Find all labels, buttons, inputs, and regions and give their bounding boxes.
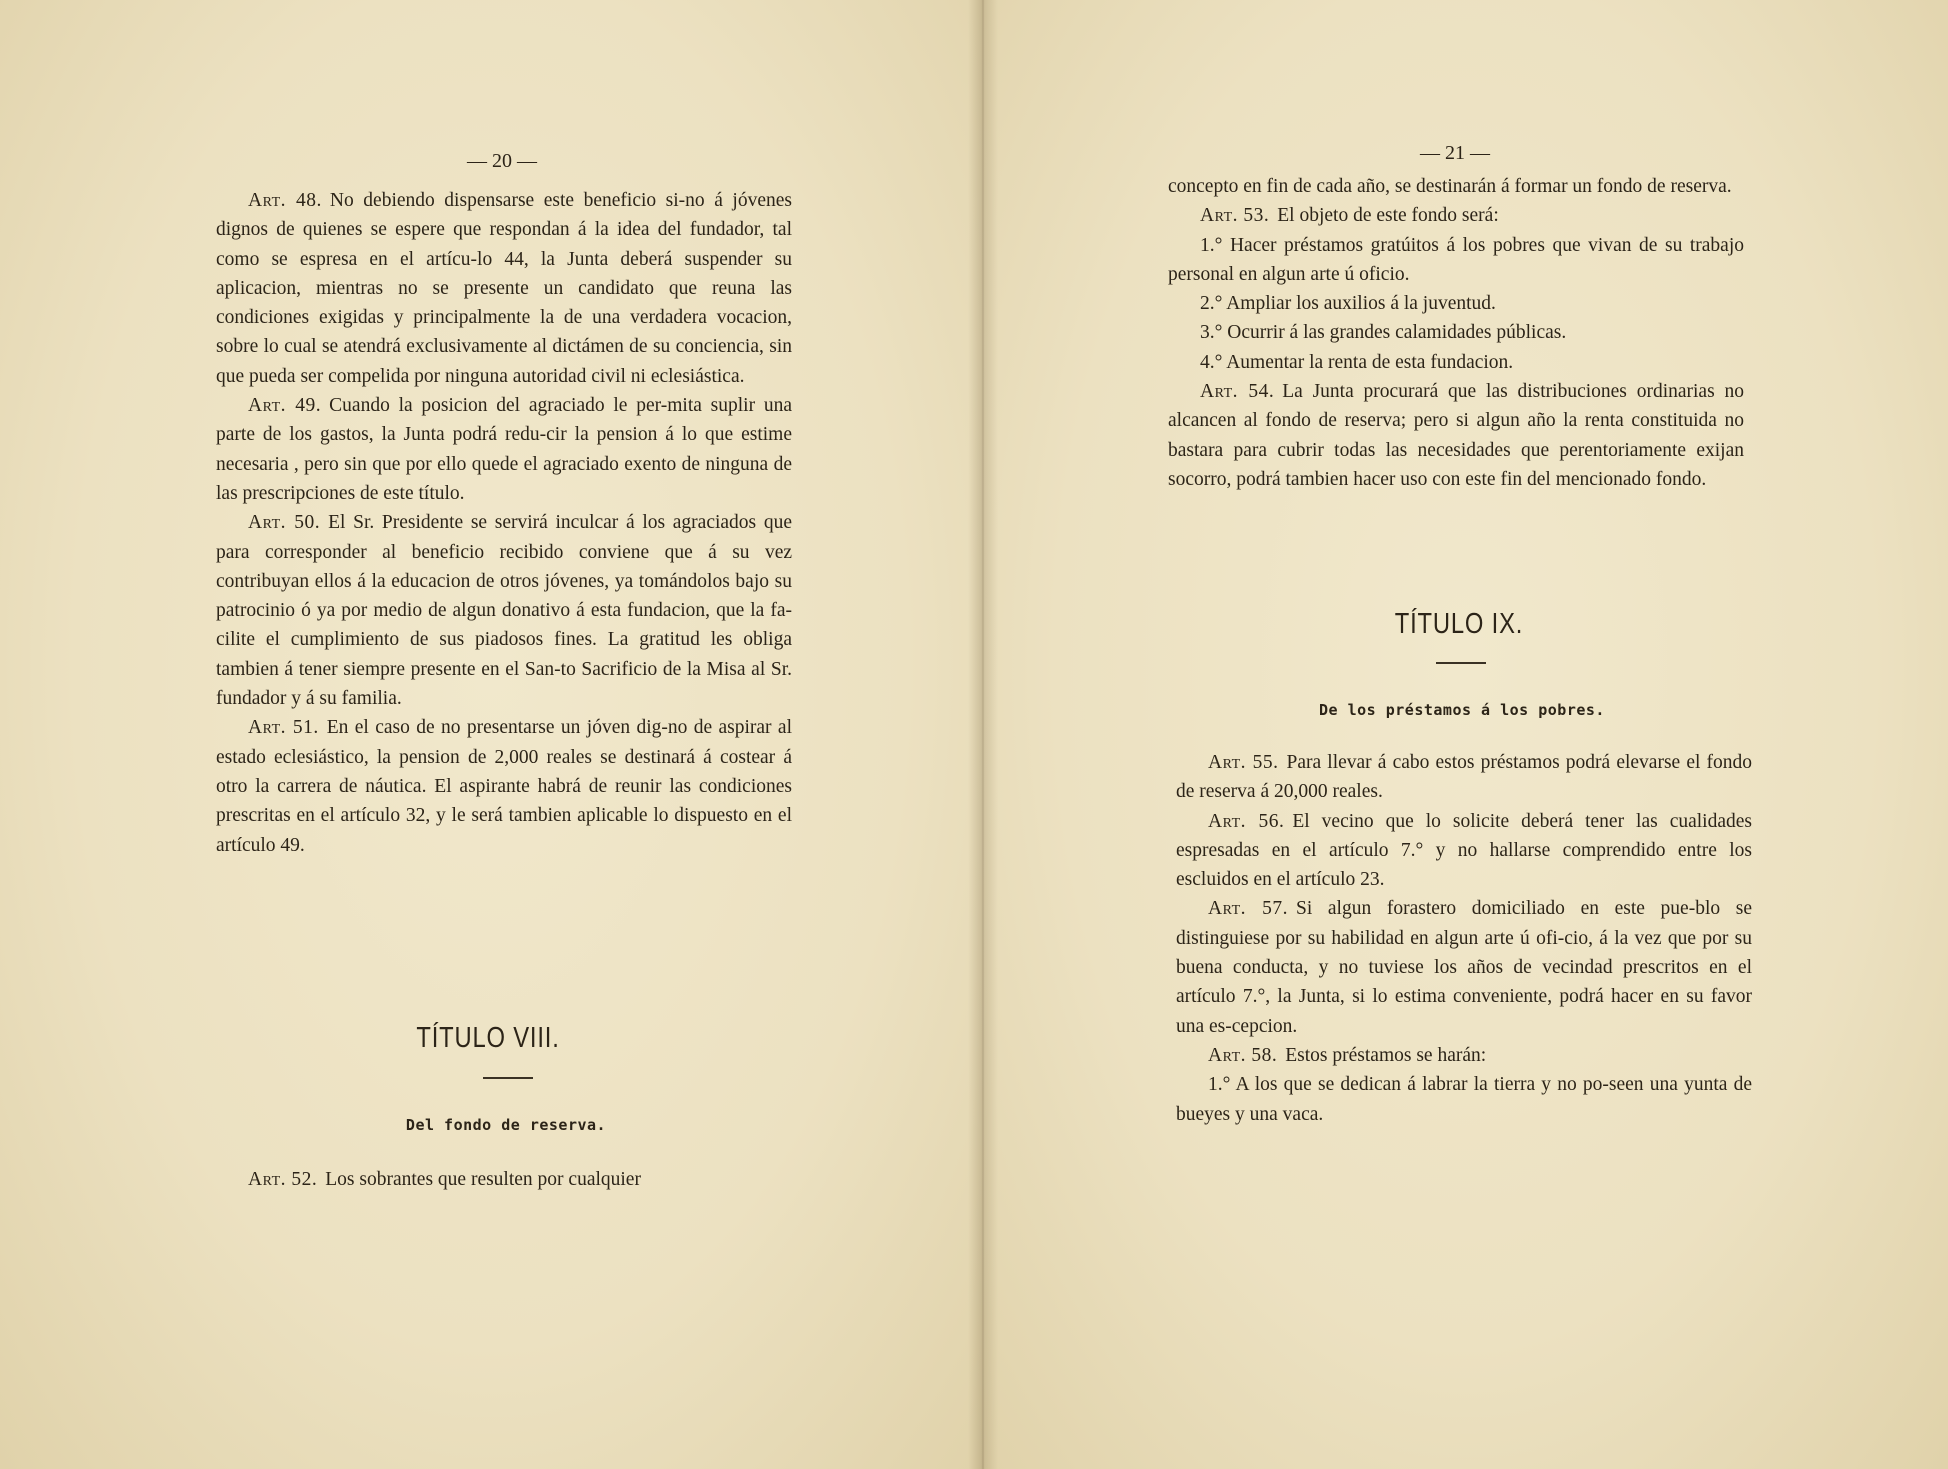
item-4: 4.° Aumentar la renta de esta fundacion. (1200, 351, 1514, 373)
article-57: Art. 57. Si algun forastero domiciliado en este pue-blo se distinguiese por su habilidad en algun arte ú ofi-cio, á la vez que por su buena conducta, y no tuviese los años de vecindad prescritos en el artículo 7.°, la Junta, si lo estima conveniente, podrá hacer en su favor una es-cepcion. (1176, 898, 1752, 1037)
article-49: Art. 49. Cuando la posicion del agraciado le per-mita suplir una parte de los gastos, la Junta podrá redu-cir la pension á lo que estime necesaria , pero sin que por ello quede el agraciado exento de ninguna de las prescripciones de este título. (216, 395, 792, 504)
article-56: Art. 56. El vecino que lo solicite deberá tener las cualidades espresadas en el artículo 7.° y no hallarse comprendido entre los escluidos en el artículo 23. (1176, 810, 1752, 891)
item-2: 2.° Ampliar los auxilios á la juventud. (1200, 293, 1496, 315)
right-page-number: — 21 — (1420, 142, 1490, 164)
left-page-number: — 20 — (467, 150, 537, 172)
titulo-ix-heading: TÍTULO IX. (1394, 608, 1524, 640)
right-text-column-bottom (1176, 748, 1752, 1129)
concepto-continuation: concepto en fin de cada año, se destinarán á formar un fondo de reserva. (1168, 176, 1732, 197)
article-53: Art. 53. El objeto de este fondo será: (1200, 205, 1499, 227)
section-subtitle-left: Del fondo de reserva. (405, 1116, 607, 1134)
section-subtitle-right: De los préstamos á los pobres. (1319, 701, 1605, 719)
item-1-labrar: 1.° A los que se dedican á labrar la tierra y no po-seen una yunta de bueyes y una vaca. (1176, 1074, 1752, 1125)
article-54: Art. 54. La Junta procurará que las distribuciones ordinarias no alcancen al fondo de reserva; pero si algun año la renta constituida no bastara para cubrir todas las necesidades que perentoriamente exijan socorro, podrá tambien hacer uso con este fin del mencionado fondo. (1168, 381, 1744, 490)
right-text-column-top (1168, 172, 1744, 494)
book-spine (968, 0, 998, 1469)
article-48: Art. 48. No debiendo dispensarse este beneficio si-no á jóvenes dignos de quienes se espere que respondan á la idea del fundador, tal como se espresa en el artícu-lo 44, la Junta deberá suspender su aplicacion, mientras no se presente un candidato que reuna las condiciones exigidas y principalmente la de una verdadera vocacion, sobre lo cual se atendrá exclusivamente al dictámen de su conciencia, sin que pueda ser compelida por ninguna autoridad civil ni eclesiástica. (216, 190, 792, 387)
titulo-viii-heading: TÍTULO VIII. (416, 1022, 560, 1054)
left-text-column (216, 186, 792, 860)
item-3: 3.° Ocurrir á las grandes calamidades públicas. (1200, 322, 1567, 344)
article-55: Art. 55. Para llevar á cabo estos préstamos podrá elevarse el fondo de reserva á 20,000 reales. (1176, 752, 1753, 803)
article-58: Art. 58. Estos préstamos se harán: (1208, 1044, 1487, 1066)
title-rule-right (1436, 662, 1486, 664)
article-50: Art. 50. El Sr. Presidente se servirá inculcar á los agraciados que para corresponder al beneficio recibido conviene que á su vez contribuyan ellos á la educacion de otros jóvenes, ya tomándolos bajo su patrocinio ó ya por medio de algun donativo á esta fundacion, que la fa-cilite el cumplimiento de sus piadosos fines. La gratitud les obliga tambien á tener siempre presente en el San-to Sacrificio de la Misa al Sr. fundador y á su familia. (216, 512, 792, 710)
item-1: 1.° Hacer préstamos gratúitos á los pobres que vivan de su trabajo personal en algun arte ú oficio. (1168, 234, 1744, 285)
title-rule-left (483, 1077, 533, 1079)
article-52-start: Art. 52. Los sobrantes que resulten por cualquier (248, 1169, 641, 1190)
article-51: Art. 51. En el caso de no presentarse un jóven dig-no de aspirar al estado eclesiástico, la pension de 2,000 reales se destinará á costear á otro la carrera de náutica. El aspirante habrá de reunir las condiciones prescritas en el artículo 32, y le será tambien aplicable lo dispuesto en el artículo 49. (216, 717, 792, 856)
